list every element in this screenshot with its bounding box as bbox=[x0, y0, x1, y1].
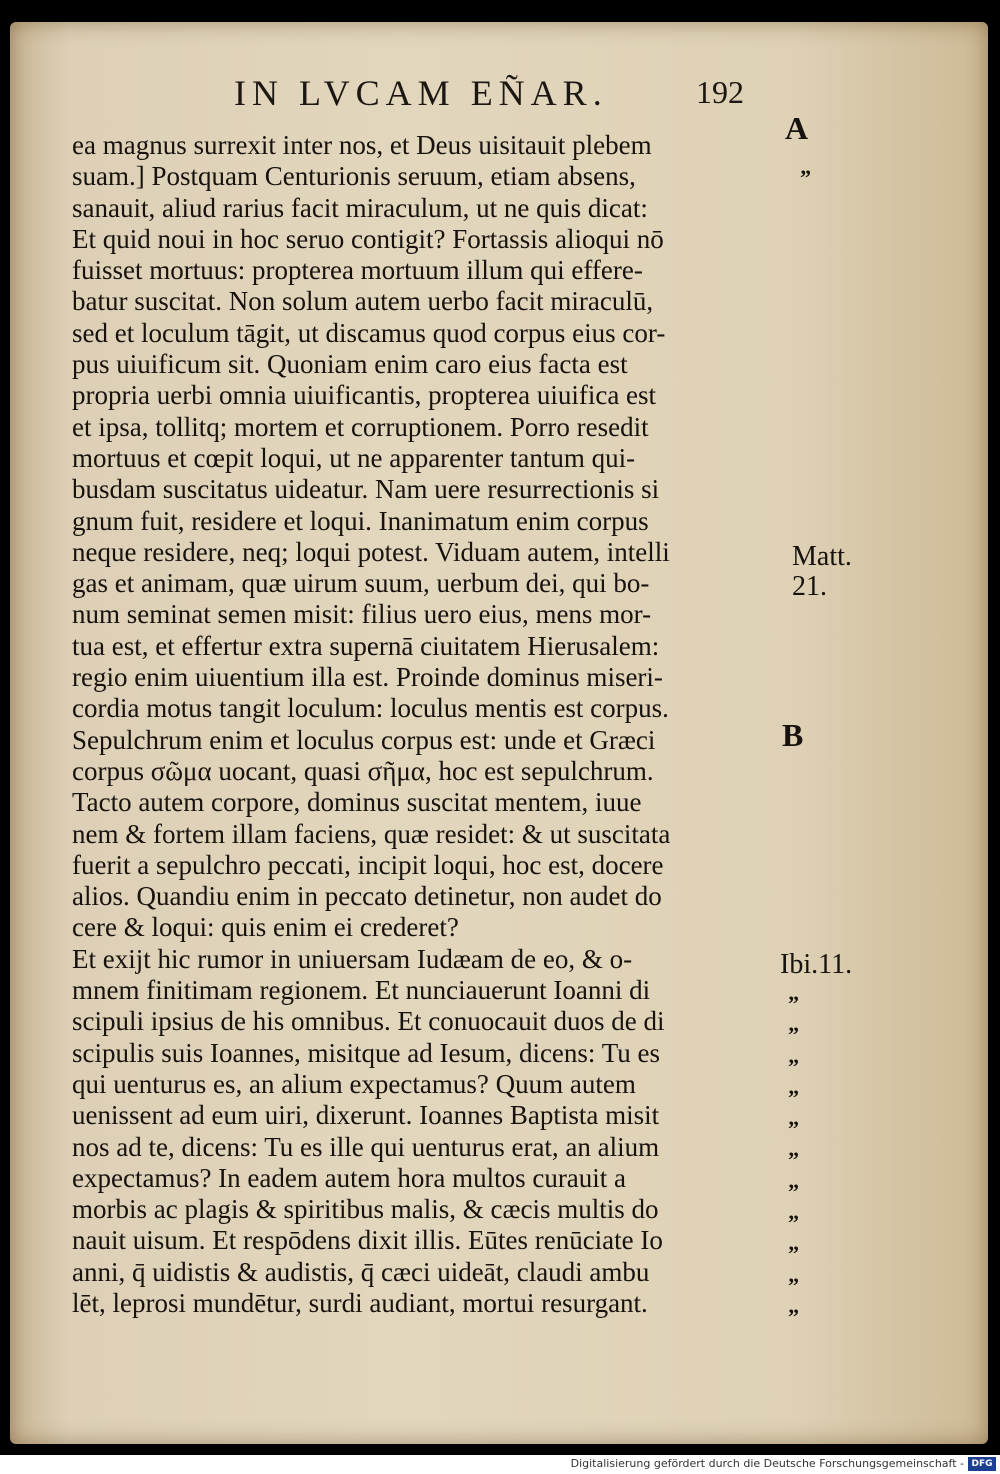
margin-quote-mark: ” bbox=[788, 1147, 799, 1173]
text-line: fuisset mortuus: propterea mortuum illum qui effere- bbox=[72, 255, 643, 286]
text-line: gnum fuit, residere et loqui. Inanimatum enim corpus bbox=[72, 505, 649, 536]
margin-quote-mark: ” bbox=[788, 1178, 799, 1204]
margin-quote-mark: ” bbox=[788, 1022, 799, 1048]
text-line: morbis ac plagis & spiritibus malis, & cæcis multis do bbox=[72, 1194, 659, 1225]
running-title: IN LVCAM EÑAR. bbox=[234, 73, 608, 113]
text-line: qui uenturus es, an alium expectamus? Quum autem bbox=[72, 1068, 636, 1099]
margin-letter-b: B bbox=[782, 717, 804, 753]
margin-quote-mark: ” bbox=[788, 1116, 799, 1142]
folio-number: 192 bbox=[696, 74, 744, 110]
margin-quote-mark: ” bbox=[788, 1241, 799, 1267]
text-line: et ipsa, tollitq; mortem et corruptionem. Porro resedit bbox=[72, 411, 649, 442]
text-line: regio enim uiuentium illa est. Proinde dominus miseri- bbox=[72, 662, 663, 693]
text-line: pus uiuificum sit. Quoniam enim caro eius facta est bbox=[72, 349, 628, 380]
text-line: propria uerbi omnia uiuificantis, propterea uiuifica est bbox=[72, 380, 657, 411]
text-line: neque residere, neq; loqui potest. Viduam autem, intelli bbox=[72, 536, 670, 567]
text-line: tua est, et effertur extra supernā ciuitatem Hierusalem: bbox=[72, 630, 660, 661]
text-line: num seminat semen misit: filius uero eius, mens mor- bbox=[72, 599, 652, 630]
footer-bar bbox=[0, 1455, 1000, 1474]
text-line: batur suscitat. Non solum autem uerbo facit miraculū, bbox=[72, 286, 654, 317]
margin-quote-mark: ” bbox=[788, 1303, 799, 1329]
book-page bbox=[10, 22, 988, 1444]
text-line: alios. Quandiu enim in peccato detinetur, non audet do bbox=[72, 881, 662, 912]
text-line: nos ad te, dicens: Tu es ille qui uenturus erat, an alium bbox=[72, 1131, 660, 1162]
text-line: ea magnus surrexit inter nos, et Deus uisitauit plebem bbox=[72, 130, 652, 160]
text-line: suam.] Postquam Centurionis seruum, etiam absens, bbox=[72, 161, 636, 192]
footer-credit: Digitalisierung gefördert durch die Deutsche Forschungsgemeinschaft - bbox=[570, 1457, 964, 1470]
text-line: nem & fortem illam faciens, quæ residet: & ut suscitata bbox=[72, 818, 671, 849]
margin-quote-mark: ” bbox=[788, 991, 799, 1016]
margin-quote-mark: ” bbox=[788, 1272, 799, 1298]
dfg-logo-icon: DFG bbox=[968, 1457, 996, 1471]
text-line: mortuus et cœpit loqui, ut ne apparenter tantum qui- bbox=[72, 442, 636, 473]
text-line: scipulis suis Ioannes, misitque ad Iesum, dicens: Tu es bbox=[72, 1037, 660, 1068]
text-line: cordia motus tangit loculum: loculus mentis est corpus. bbox=[72, 693, 669, 724]
margin-quote-mark: ” bbox=[788, 1210, 799, 1236]
text-line: Sepulchrum enim et loculus corpus est: unde et Græci bbox=[72, 724, 656, 755]
text-line: corpus σῶμα uocant, quasi σῆμα, hoc est sepulchrum. bbox=[72, 755, 654, 786]
body-text bbox=[72, 130, 782, 1319]
margin-letter-a: A bbox=[785, 110, 809, 146]
text-line: mnem finitimam regionem. Et nunciauerunt Ioanni di bbox=[72, 975, 651, 1006]
text-line: uenissent ad eum uiri, dixerunt. Ioannes Baptista misit bbox=[72, 1100, 660, 1131]
text-line: Et quid noui in hoc seruo contigit? Fortassis alioqui nō bbox=[72, 223, 664, 254]
margin-ref-matthew: Matt. 21. bbox=[792, 541, 852, 602]
text-line: scipuli ipsius de his omnibus. Et conuocauit duos de di bbox=[72, 1006, 665, 1037]
text-line: busdam suscitatus uideatur. Nam uere resurrectionis si bbox=[72, 474, 660, 505]
text-line: Et exijt hic rumor in uniuersam Iudæam de eo, & o- bbox=[72, 943, 633, 974]
text-line: gas et animam, quæ uirum suum, uerbum dei, qui bo- bbox=[72, 568, 650, 599]
text-line: cere & loqui: quis enim ei crederet? bbox=[72, 912, 459, 943]
text-line: Tacto autem corpore, dominus suscitat mentem, iuue bbox=[72, 787, 642, 818]
margin-quote-mark: ” bbox=[800, 165, 811, 190]
text-line: sanauit, aliud rarius facit miraculum, ut ne quis dicat: bbox=[72, 192, 648, 223]
margin-quote-column bbox=[788, 988, 888, 1332]
text-line: lēt, leprosi mundētur, surdi audiant, mortui resurgant. bbox=[72, 1287, 648, 1318]
text-line: expectamus? In eadem autem hora multos curauit a bbox=[72, 1162, 627, 1193]
margin-quote-mark: ” bbox=[788, 1053, 799, 1079]
text-line: anni, q̄ uidistis & audistis, q̄ cæci uideāt, claudi ambu bbox=[72, 1256, 650, 1287]
text-line: nauit uisum. Et respōdens dixit illis. Eūtes renūciate Io bbox=[72, 1225, 663, 1256]
margin-ref-ibi: Ibi.11. bbox=[780, 949, 853, 980]
text-line: sed et loculum tāgit, ut discamus quod corpus eius cor- bbox=[72, 317, 666, 348]
margin-quote-mark: ” bbox=[788, 1084, 799, 1110]
text-line: fuerit a sepulchro peccati, incipit loqui, hoc est, docere bbox=[72, 849, 664, 880]
